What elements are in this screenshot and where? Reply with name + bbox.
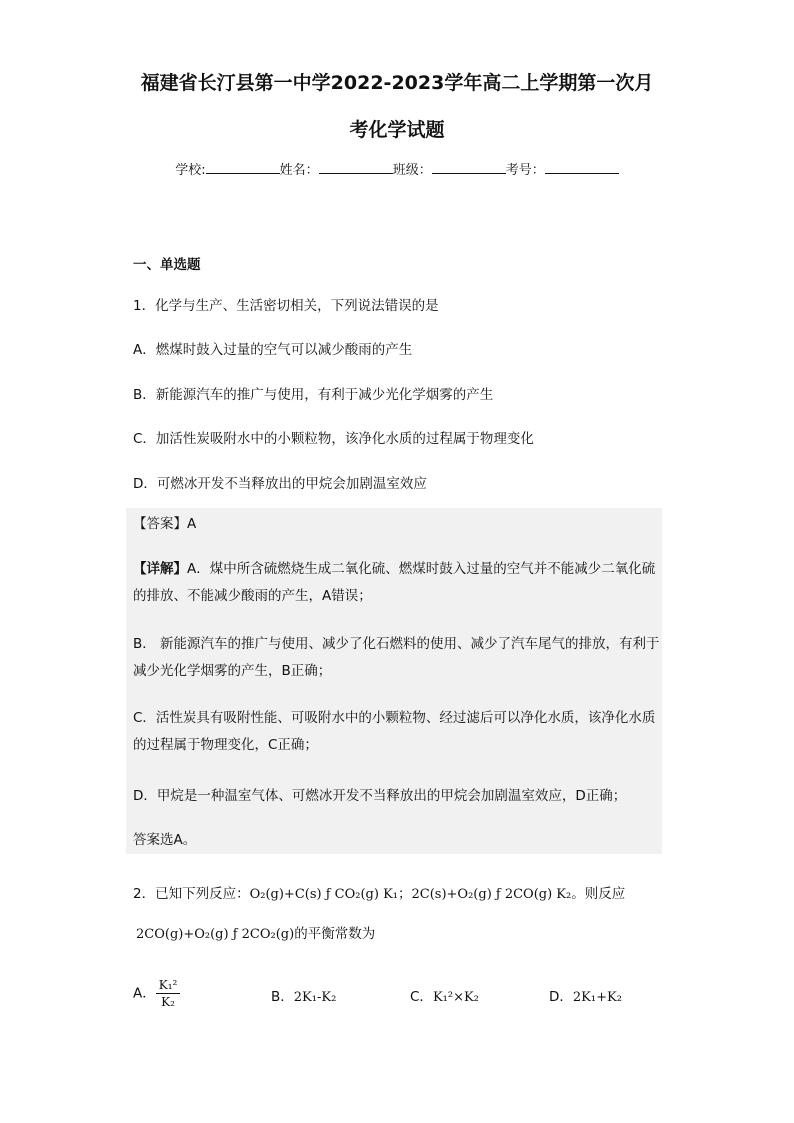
q2-reaction2: 2C(s)+O₂(g) ƒ 2CO(g) K₂ bbox=[411, 887, 572, 902]
doc-title-line1: 福建省长汀县第一中学2022-2023学年高二上学期第一次月 bbox=[140, 72, 654, 94]
section-heading: 一、单选题 bbox=[133, 257, 201, 273]
q2-option-d bbox=[549, 985, 622, 1005]
q1-detail-b: B． 新能源汽车的推广与使用、减少了化石燃料的使用、减少了汽车尾气的排放，有利于减少光化学烟雾的产生，B正确； bbox=[133, 636, 660, 679]
detail-a-text: A．煤中所含硫燃烧生成二氧化硫、燃煤时鼓入过量的空气并不能减少二氧化硫的排放、不能减少酸雨的产生，A错误； bbox=[133, 561, 656, 604]
q2-option-d-text: 2K₁+K₂ bbox=[572, 990, 622, 1005]
school-blank bbox=[206, 161, 280, 174]
q1-option-d: D．可燃冰开发不当释放出的甲烷会加剧温室效应 bbox=[133, 476, 427, 492]
q1-detail-d: D．甲烷是一种温室气体、可燃冰开发不当释放出的甲烷会加剧温室效应，D正确； bbox=[133, 788, 627, 804]
q2-mid: 。则反应 bbox=[571, 886, 626, 902]
fraction-numerator: K₁² bbox=[156, 978, 181, 994]
q2-option-b bbox=[271, 985, 336, 1005]
q2-prefix: 2．已知下列反应： bbox=[133, 886, 250, 902]
class-blank bbox=[432, 161, 506, 174]
name-label: 姓名： bbox=[279, 163, 319, 178]
q1-answer bbox=[133, 511, 663, 538]
fraction-denominator: K₂ bbox=[161, 995, 175, 1009]
detail-label: 【详解】 bbox=[133, 561, 187, 577]
q2-stem-line1 bbox=[133, 882, 625, 902]
q1-detail-a bbox=[133, 556, 663, 610]
q2-reaction3: 2CO(g)+O₂(g) ƒ 2CO₂(g) bbox=[136, 927, 295, 942]
class-label: 班级： bbox=[392, 163, 432, 178]
q2-reaction1: O₂(g)+C(s) ƒ CO₂(g) K₁ bbox=[249, 887, 398, 902]
doc-title-line2: 考化学试题 bbox=[349, 119, 445, 141]
q2-option-a-label: A． bbox=[133, 985, 156, 1002]
q1-detail-c: C．活性炭具有吸附性能、可吸附水中的小颗粒物、经过滤后可以净化水质，该净化水质的过程属于物理变化，C正确； bbox=[133, 710, 656, 753]
school-label: 学校: bbox=[175, 163, 206, 178]
q2-option-c bbox=[410, 985, 479, 1005]
answer-label: 【答案】 bbox=[133, 516, 187, 532]
answer-value: A bbox=[187, 516, 197, 532]
q2-stem-line2 bbox=[136, 922, 375, 942]
q2-option-b-text: 2K₁-K₂ bbox=[293, 990, 337, 1005]
exam-no-blank bbox=[545, 161, 619, 174]
q2-option-d-label: D． bbox=[549, 989, 573, 1005]
q1-detail-conclusion: 答案选A。 bbox=[133, 832, 197, 848]
q1-option-a: A．燃煤时鼓入过量的空气可以减少酸雨的产生 bbox=[133, 342, 413, 358]
q1-option-b: B．新能源汽车的推广与使用，有利于减少光化学烟雾的产生 bbox=[133, 387, 494, 403]
exam-no-label: 考号： bbox=[505, 163, 545, 178]
student-info-row bbox=[0, 159, 794, 178]
q2-separator: ； bbox=[398, 886, 412, 902]
q2-option-c-text: K₁²×K₂ bbox=[432, 990, 479, 1005]
name-blank bbox=[319, 161, 393, 174]
q2-suffix: 的平衡常数为 bbox=[294, 926, 376, 942]
q2-option-a-fraction bbox=[156, 978, 181, 1009]
q2-option-a bbox=[133, 978, 180, 1009]
q2-option-b-label: B． bbox=[271, 989, 294, 1005]
q1-option-c: C．加活性炭吸附水中的小颗粒物，该净化水质的过程属于物理变化 bbox=[133, 431, 534, 447]
q2-option-c-label: C． bbox=[410, 989, 433, 1005]
q1-stem: 1．化学与生产、生活密切相关，下列说法错误的是 bbox=[133, 298, 439, 314]
